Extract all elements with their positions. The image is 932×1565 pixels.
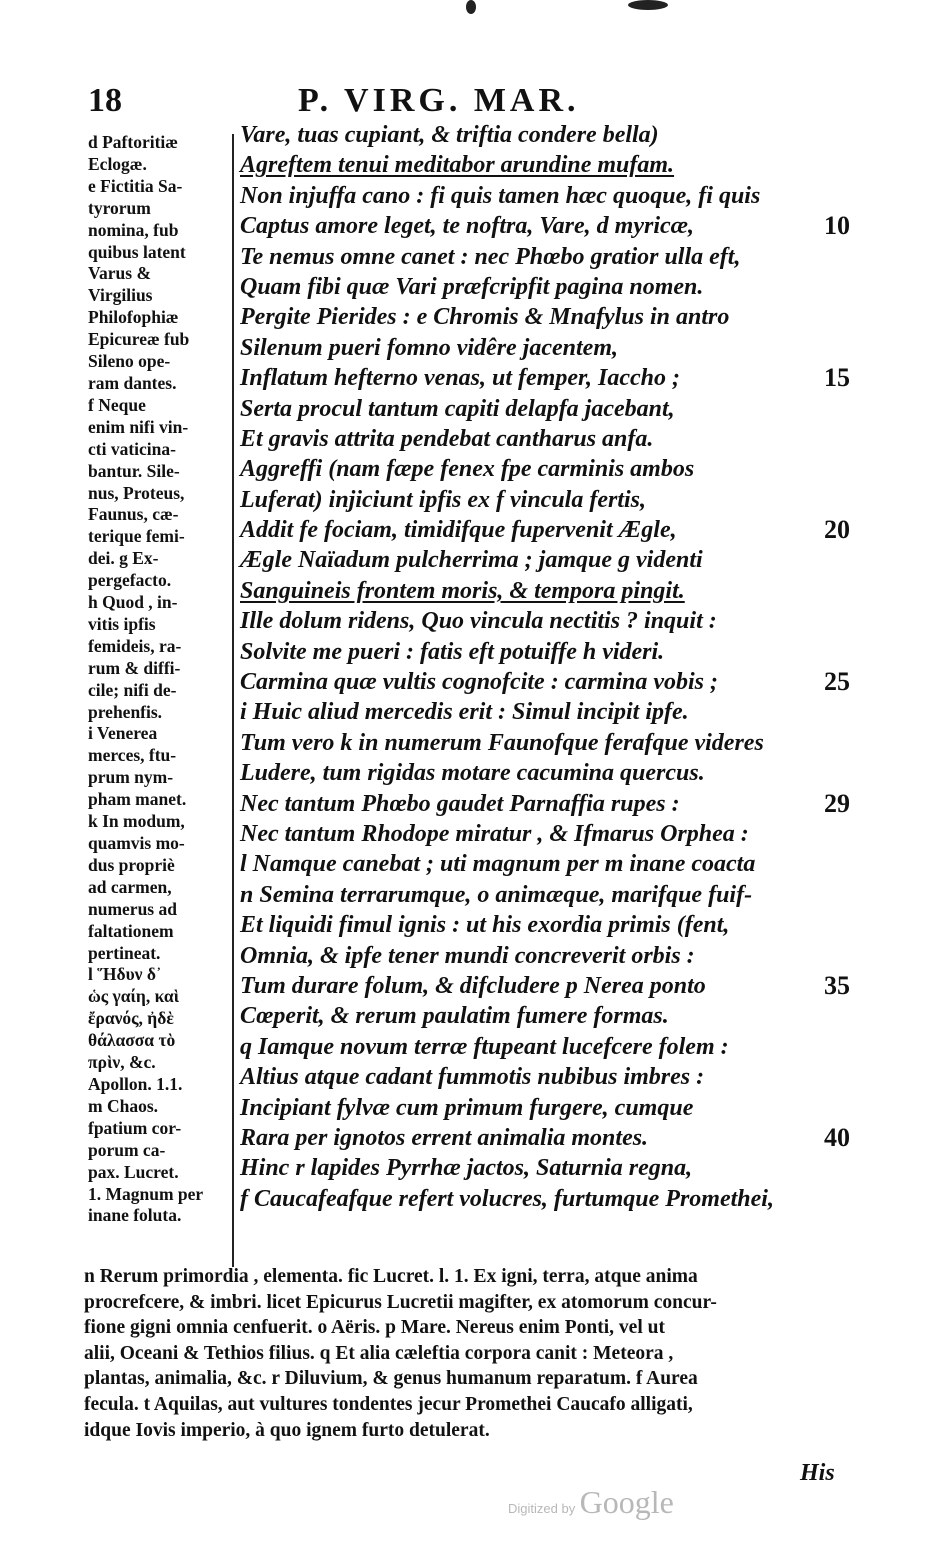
verse-line — [240, 454, 880, 484]
verse-line — [240, 1123, 880, 1153]
verse-text: Carmina quæ vultis cognofcite : carmina vobis ; — [240, 669, 719, 696]
gloss-line: θάλασσα τὸ — [88, 1030, 176, 1051]
verse-line — [240, 394, 880, 424]
gloss-line: cti vaticina- — [88, 438, 176, 459]
verse-line — [240, 211, 880, 241]
gloss-line: nus, Proteus, — [88, 482, 185, 503]
line-number: 20 — [824, 515, 850, 545]
verse-line — [240, 1184, 880, 1214]
footnote-line: idque Iovis imperio, à quo ignem furto detulerat. — [84, 1419, 490, 1441]
verse-line — [240, 545, 880, 575]
verse-text: Cœperit, & rerum paulatim fumere formas. — [240, 1003, 669, 1030]
gloss-line: quibus latent — [88, 241, 186, 262]
verse-text: Altius atque cadant fummotis nubibus imbres : — [240, 1064, 705, 1091]
verse-line — [240, 302, 880, 332]
verse-column — [240, 120, 880, 1214]
gloss-line: prehenfis. — [88, 701, 163, 722]
line-number: 10 — [824, 211, 850, 241]
gloss-line: Sileno ope- — [88, 351, 171, 372]
gloss-line: ad carmen, — [88, 876, 172, 897]
gloss-line: prum nym- — [88, 767, 174, 788]
verse-text: Ludere, tum rigidas motare cacumina quercus. — [240, 760, 705, 787]
verse-line — [240, 758, 880, 788]
footnotes — [84, 1264, 854, 1443]
ink-smudge — [628, 0, 668, 10]
verse-text: Ægle Naïadum pulcherrima ; jamque g videnti — [240, 547, 703, 574]
gloss-line: ἔρανός, ἠδὲ — [88, 1008, 174, 1029]
verse-text: Sanguineis frontem moris, & tempora pingit. — [240, 577, 685, 604]
verse-text: q Iamque novum terræ ftupeant lucefcere folem : — [240, 1033, 729, 1060]
column-divider — [232, 134, 234, 1267]
verse-text: Quam fibi quæ Vari præfcripfit pagina nomen. — [240, 273, 704, 300]
verse-text: Captus amore leget, te noftra, Vare, d myricæ, — [240, 213, 694, 240]
watermark-prefix: Digitized by — [508, 1501, 576, 1516]
verse-line — [240, 576, 880, 606]
gloss-line: tyrorum — [88, 197, 151, 218]
verse-text: Tum vero k in numerum Faunofque ferafque videres — [240, 729, 764, 756]
ink-smudge — [466, 0, 476, 14]
verse-text: i Huic aliud mercedis erit : Simul incipit ipfe. — [240, 699, 689, 726]
verse-line — [240, 1032, 880, 1062]
verse-line — [240, 910, 880, 940]
gloss-line: pham manet. — [88, 789, 187, 810]
gloss-line: k In modum, — [88, 811, 185, 832]
line-number: 15 — [824, 363, 850, 393]
line-number: 25 — [824, 667, 850, 697]
verse-text: Et gravis attrita pendebat cantharus anfa. — [240, 425, 654, 452]
gloss-line: dus propriè — [88, 854, 175, 875]
verse-line — [240, 697, 880, 727]
gloss-line: femideis, ra- — [88, 635, 182, 656]
gloss-line: l Ἥδυν δ᾽ — [88, 964, 162, 985]
verse-text: Incipiant fylvæ cum primum furgere, cumque — [240, 1094, 694, 1121]
verse-text: Addit fe fociam, timidifque fupervenit Ægle, — [240, 517, 677, 544]
verse-line — [240, 120, 880, 150]
gloss-line: Virgilius — [88, 285, 153, 306]
verse-line — [240, 242, 880, 272]
line-number: 29 — [824, 788, 850, 818]
verse-line — [240, 150, 880, 180]
gloss-line: bantur. Sile- — [88, 460, 180, 481]
verse-text: n Semina terrarumque, o animæque, marifque fuif- — [240, 881, 753, 908]
gloss-line: Apollon. 1.1. — [88, 1073, 183, 1094]
verse-line — [240, 606, 880, 636]
gloss-line: numerus ad — [88, 898, 177, 919]
verse-line — [240, 1001, 880, 1031]
gloss-line: terique femi- — [88, 526, 185, 547]
verse-line — [240, 272, 880, 302]
line-number: 40 — [824, 1122, 850, 1152]
footnote-line: n Rerum primordia , elementa. fic Lucret. l. 1. Ex igni, terra, atque anima — [84, 1266, 698, 1287]
verse-text: Pergite Pierides : e Chromis & Mnafylus in antro — [240, 304, 730, 331]
gloss-line: ὡς γαίη, καὶ — [88, 986, 180, 1007]
gloss-line: i Venerea — [88, 723, 158, 744]
gloss-line: Epicureæ fub — [88, 329, 190, 350]
verse-line — [240, 424, 880, 454]
verse-line — [240, 819, 880, 849]
verse-line — [240, 667, 880, 697]
gloss-line: Eclogæ. — [88, 153, 147, 174]
verse-line — [240, 1153, 880, 1183]
gloss-line: pertineat. — [88, 942, 161, 963]
gloss-line: porum ca- — [88, 1139, 166, 1160]
verse-text: Rara per ignotos errent animalia montes. — [240, 1124, 649, 1151]
gloss-line: enim nifi vin- — [88, 416, 189, 437]
verse-line — [240, 941, 880, 971]
verse-line — [240, 789, 880, 819]
verse-line — [240, 728, 880, 758]
verse-line — [240, 1062, 880, 1092]
gloss-line: Faunus, cæ- — [88, 504, 179, 525]
running-head: P. VIRG. MAR. — [298, 82, 580, 119]
watermark-logo: Google — [579, 1484, 674, 1520]
verse-text: Inflatum hefterno venas, ut femper, Iaccho ; — [240, 365, 681, 392]
verse-line — [240, 181, 880, 211]
gloss-line: d Paftoritiæ — [88, 132, 178, 152]
verse-text: Serta procul tantum capiti delapfa jacebant, — [240, 395, 675, 422]
verse-line — [240, 333, 880, 363]
gloss-line: cile; nifi de- — [88, 679, 177, 700]
line-number: 35 — [824, 970, 850, 1000]
gloss-line: vitis ipfis — [88, 613, 156, 634]
verse-text: Solvite me pueri : fatis eft potuiffe h videri. — [240, 638, 665, 665]
verse-text: l Namque canebat ; uti magnum per m inane coacta — [240, 851, 756, 878]
verse-line — [240, 515, 880, 545]
catchword: His — [800, 1460, 835, 1486]
verse-text: Omnia, & ipfe tener mundi concreverit orbis : — [240, 942, 695, 969]
page-number: 18 — [88, 82, 122, 119]
gloss-line: inane foluta. — [88, 1205, 182, 1226]
digitization-watermark — [508, 1484, 674, 1521]
verse-text: f Caucafeafque refert volucres, furtumque Promethei, — [240, 1185, 774, 1212]
gloss-line: πρὶν, &c. — [88, 1052, 156, 1073]
verse-text: Ille dolum ridens, Quo vincula nectitis ? inquit : — [240, 608, 717, 635]
verse-text: Non injuffa cano : fi quis tamen hæc quoque, fi quis — [240, 182, 761, 209]
gloss-line: f Neque — [88, 394, 146, 415]
verse-text: Agreftem tenui meditabor arundine mufam. — [240, 152, 675, 179]
verse-text: Luferat) injiciunt ipfis ex f vincula fertis, — [240, 486, 646, 513]
verse-text: Aggreffi (nam fæpe fenex fpe carminis ambos — [240, 456, 695, 483]
footnote-line: fione gigni omnia cenfuerit. o Aëris. p Mare. Nereus enim Ponti, vel ut — [84, 1317, 665, 1339]
gloss-line: 1. Magnum per — [88, 1183, 204, 1204]
verse-line — [240, 849, 880, 879]
gloss-line: pergefacto. — [88, 570, 172, 591]
gloss-line: faltationem — [88, 920, 174, 941]
gloss-line: rum & diffi- — [88, 657, 181, 678]
gloss-line: Philofophiæ — [88, 307, 179, 328]
marginal-gloss — [88, 132, 228, 1227]
verse-text: Tum durare folum, & difcludere p Nerea ponto — [240, 972, 706, 999]
verse-line — [240, 637, 880, 667]
gloss-line: fpatium cor- — [88, 1117, 182, 1138]
footnote-line: plantas, animalia, &c. r Diluvium, & genus humanum reparatum. f Aurea — [84, 1368, 698, 1390]
gloss-line: Varus & — [88, 263, 152, 284]
verse-text: Nec tantum Phœbo gaudet Parnaffia rupes : — [240, 790, 680, 817]
gloss-line: merces, ftu- — [88, 745, 177, 766]
gloss-line: e Fictitia Sa- — [88, 175, 183, 196]
gloss-line: h Quod , in- — [88, 592, 178, 613]
verse-text: Nec tantum Rhodope miratur , & Ifmarus Orphea : — [240, 820, 749, 847]
verse-text: Hinc r lapides Pyrrhæ jactos, Saturnia regna, — [240, 1155, 693, 1182]
footnote-line: alii, Oceani & Tethios filius. q Et alia cæleftia corpora canit : Meteora , — [84, 1342, 674, 1364]
footnote-line: procrefcere, & imbri. licet Epicurus Lucretii magifter, ex atomorum concur- — [84, 1291, 717, 1313]
verse-text: Vare, tuas cupiant, & triftia condere bella) — [240, 122, 659, 148]
gloss-line: m Chaos. — [88, 1095, 159, 1116]
verse-line — [240, 1093, 880, 1123]
verse-text: Silenum pueri fomno vidêre jacentem, — [240, 334, 618, 361]
footnote-line: fecula. t Aquilas, aut vultures tondentes jecur Promethei Caucafo alligati, — [84, 1393, 693, 1415]
verse-text: Et liquidi fimul ignis : ut his exordia primis (fent, — [240, 912, 730, 939]
verse-text: Te nemus omne canet : nec Phœbo gratior ulla eft, — [240, 243, 741, 270]
verse-line — [240, 971, 880, 1001]
gloss-line: dei. g Ex- — [88, 548, 159, 569]
gloss-line: pax. Lucret. — [88, 1161, 179, 1182]
gloss-line: nomina, fub — [88, 219, 179, 240]
verse-line — [240, 880, 880, 910]
gloss-line: quamvis mo- — [88, 833, 185, 853]
verse-line — [240, 485, 880, 515]
gloss-line: ram dantes. — [88, 372, 177, 393]
verse-line — [240, 363, 880, 393]
